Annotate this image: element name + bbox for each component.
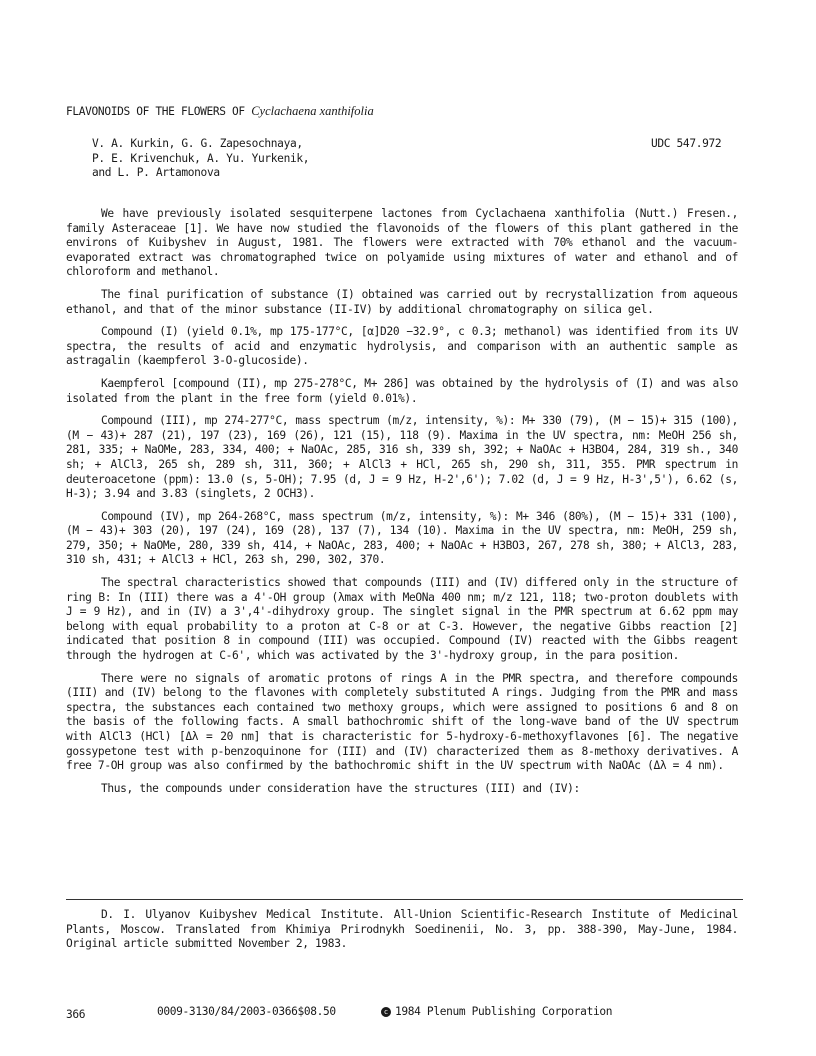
copyright-line (381, 1005, 612, 1020)
body-paragraph: Compound (III), mp 274-277°C, mass spectrum (m/z, intensity, %): M+ 330 (79), (M − 15)+ 315 (100), (M − 43)+ 287 (21), 197 (23), 169 (26), 121 (15), 118 (9). Maxima in the UV spectra, nm: MeOH 256 sh, 281, 335; + NaOMe, 283, 334, 400; + NaOAc, 285, 316 sh, 339 sh, 392; + NaOAc + H3BO4, 284, 319 sh., 340 sh; + AlCl3, 265 sh, 289 sh, 311, 360; + AlCl3 + HCl, 265 sh, 290 sh, 311, 355. PMR spectrum in deuteroacetone (ppm): 13.0 (s, 5-OH); 7.95 (d, J = 9 Hz, H-2',6'); 7.02 (d, J = 9 Hz, H-3',5'), 6.62 (s, H-3); 3.94 and 3.83 (singlets, 2 OCH3). (66, 414, 738, 501)
body-paragraph: Kaempferol [compound (II), mp 275-278°C, M+ 286] was obtained by the hydrolysis of (I) and was also isolated from the plant in the free form (yield 0.01%). (66, 376, 738, 405)
body-paragraph: The spectral characteristics showed that compounds (III) and (IV) differed only in the structure of ring B: In (III) there was a 4'-OH group (λmax with MeONa 400 nm; m/z 121, 118; two-proton doublets with J = 9 Hz), and in (IV) a 3',4'-dihydroxy group. The singlet signal in the PMR spectrum at 6.62 ppm may belong with equal probability to a proton at C-8 or at C-3. However, the negative Gibbs reaction [2] indicated that position 8 in compound (III) was occupied. Compound (IV) reacted with the Gibbs reagent through the hydrogen at C-6', which was activated by the 3'-hydroxy group, in the para position. (66, 576, 738, 663)
body-paragraph: There were no signals of aromatic protons of rings A in the PMR spectra, and therefore compounds (III) and (IV) belong to the flavones with completely substituted A rings. Judging from the PMR and mass spectra, the substances each contained two methoxy groups, which were assigned to positions 6 and 8 on the basis of the following facts. A small bathochromic shift of the long-wave band of the UV spectrum with AlCl3 (HCl) [Δλ = 20 nm] that is characteristic for 5-hydroxy-6-methoxyflavones [6]. The negative gossypetone test with p-benzoquinone for (III) and (IV) characterized them as 8-methoxy derivatives. A free 7-OH group was also confirmed by the bathochromic shift in the UV spectrum with NaOAc (Δλ = 4 nm). (66, 671, 738, 773)
article-body (66, 207, 738, 804)
article-title-species: Cyclachaena xanthifolia (251, 104, 374, 118)
copyright-text: 1984 Plenum Publishing Corporation (395, 1005, 613, 1018)
body-paragraph: Compound (IV), mp 264-268°C, mass spectrum (m/z, intensity, %): M+ 346 (80%), (M − 15)+ 331 (100), (M − 43)+ 303 (20), 197 (24), 169 (28), 137 (7), 134 (10). Maxima in the UV spectra, nm: MeOH, 259 sh, 279, 350; + NaOMe, 280, 339 sh, 414, + NaOAc, 283, 400; + NaOAc + H3BO3, 267, 278 sh, 380; + AlCl3, 283, 310 sh, 431; + AlCl3 + HCl, 263 sh, 290, 302, 370. (66, 509, 738, 567)
author-line: P. E. Krivenchuk, A. Yu. Yurkenik, (92, 151, 310, 165)
author-line: and L. P. Artamonova (92, 166, 220, 180)
affiliation-footnote: D. I. Ulyanov Kuibyshev Medical Institute. All-Union Scientific-Research Institute of Medicinal Plants, Moscow. Translated from Khimiya Prirodnykh Soedinenii, No. 3, pp. 388-390, May-June, 1984. Original article submitted November 2, 1983. (66, 908, 738, 951)
page-number: 366 (66, 1008, 86, 1021)
author-list (92, 137, 309, 181)
body-paragraph: We have previously isolated sesquiterpene lactones from Cyclachaena xanthifolia (Nutt.) Fresen., family Asteraceae [1]. We have now studied the flavonoids of the flowers of this plant gathered in the environs of Kuibyshev in August, 1981. The flowers were extracted with 70% ethanol and the vacuum-evaporated extract was chromatographed twice on polyamide using mixtures of water and ethanol and of chloroform and methanol. (66, 207, 738, 279)
article-title (66, 104, 374, 120)
article-title-prefix: FLAVONOIDS OF THE FLOWERS OF (66, 105, 252, 118)
body-paragraph: The final purification of substance (I) obtained was carried out by recrystallization from aqueous ethanol, and that of the minor substance (II-IV) by additional chromatography on silica gel. (66, 287, 738, 316)
issn-price-code: 0009-3130/84/2003-0366$08.50 (157, 1005, 336, 1018)
author-line: V. A. Kurkin, G. G. Zapesochnaya, (92, 137, 303, 150)
body-paragraph: Compound (I) (yield 0.1%, mp 175-177°C, [α]D20 −32.9°, c 0.3; methanol) was identified from its UV spectra, the results of acid and enzymatic hydrolysis, and comparison with an authentic sample as astragalin (kaempferol 3-O-glucoside). (66, 325, 738, 368)
udc-code: UDC 547.972 (651, 137, 722, 150)
body-paragraph: Thus, the compounds under consideration have the structures (III) and (IV): (101, 781, 580, 795)
footnote-divider (66, 899, 743, 900)
copyright-icon: c (381, 1007, 391, 1017)
